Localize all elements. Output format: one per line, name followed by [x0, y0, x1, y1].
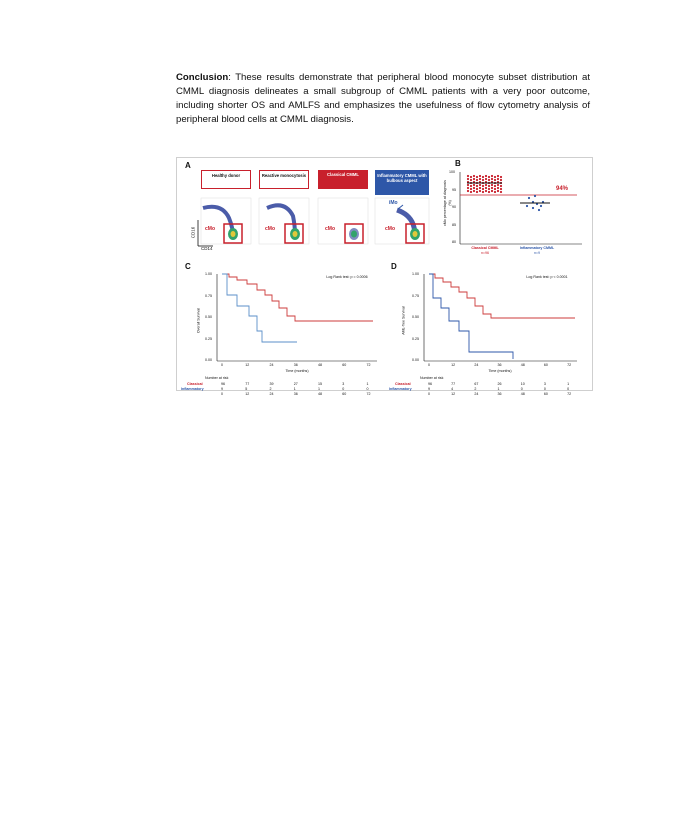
- risk-value-classical: 3: [543, 382, 546, 386]
- figure: [176, 157, 593, 396]
- risk-value-classical: 67: [474, 382, 479, 386]
- group-inflammatory-cmml: Inflammatory CMML with bulbous aspect: [375, 170, 429, 195]
- panel-c-ylabel: Overall Survival: [196, 307, 201, 334]
- risk-axis-label: 12: [245, 392, 250, 396]
- inflammatory-dot: [528, 197, 530, 199]
- classical-dot: [479, 175, 481, 177]
- classical-dot: [485, 187, 487, 189]
- conclusion-text: : These results demonstrate that peripheral blood monocyte subset distribution at CMML diagnosis delineates a small subgroup of CMML patients with a very poor outcome, including shorter OS and AMLFS and emphasizes the usefulness of flow cytometry analysis of peripheral blood cells at CMML diagnosis.: [176, 72, 590, 125]
- risk-value-inflammatory: 0: [342, 387, 345, 391]
- xtick-label: 12: [245, 363, 250, 367]
- classical-dot: [470, 176, 472, 178]
- risk-value-classical: 96: [428, 382, 432, 386]
- classical-dot: [482, 191, 484, 193]
- risk-axis-label: 48: [317, 392, 322, 396]
- xtick-label: 0: [221, 363, 223, 367]
- classical-dot: [482, 188, 484, 190]
- classical-dot: [476, 185, 478, 187]
- panel-c-risk-title: Number at risk: [205, 376, 229, 380]
- risk-value-classical: 3: [342, 382, 345, 386]
- b-ytick: 100: [449, 170, 455, 174]
- classical-dot: [491, 187, 493, 189]
- ytick-label: 0.25: [412, 336, 419, 341]
- ytick-label: 0.25: [205, 336, 212, 341]
- risk-axis-label: 72: [366, 392, 371, 396]
- risk-value-classical: 39: [269, 382, 274, 386]
- b-ytick: 80: [452, 240, 456, 244]
- classical-dot: [467, 184, 469, 186]
- classical-dot: [491, 175, 493, 177]
- flow-plot-inflammatory: [375, 198, 429, 244]
- inflammatory-dot: [532, 207, 534, 209]
- b-group-inflammatory: Inflammatory CMML: [519, 246, 555, 250]
- panel-a-label: A: [185, 161, 191, 170]
- classical-dot: [494, 176, 496, 178]
- classical-dot: [473, 190, 475, 192]
- inflammatory-dot: [540, 205, 542, 207]
- risk-value-inflammatory: 1: [293, 387, 296, 391]
- b-group-classical: Classical CMML: [471, 246, 499, 250]
- xtick-label: 60: [543, 363, 548, 367]
- risk-value-inflammatory: 0: [543, 387, 546, 391]
- panel-c-risk-inflammatory: Inflammatory: [181, 387, 204, 391]
- classical-dot: [485, 190, 487, 192]
- risk-value-inflammatory: 0: [366, 387, 369, 391]
- xtick-label: 60: [342, 363, 347, 367]
- risk-value-inflammatory: 1: [317, 387, 320, 391]
- classical-dot: [470, 191, 472, 193]
- classical-dot: [473, 178, 475, 180]
- risk-value-classical: 96: [221, 382, 225, 386]
- classical-dot: [476, 191, 478, 193]
- classical-dot: [473, 175, 475, 177]
- xtick-label: 24: [474, 363, 479, 367]
- classical-dot: [497, 184, 499, 186]
- risk-value-classical: 1: [366, 382, 369, 386]
- risk-axis-label: 0: [221, 392, 223, 396]
- classical-dot: [494, 191, 496, 193]
- classical-dot: [479, 190, 481, 192]
- risk-value-inflammatory: 2: [474, 387, 477, 391]
- xtick-label: 36: [293, 363, 298, 367]
- flow-plot-reactive: [259, 198, 309, 244]
- panel-d-risk-title: Number at risk: [420, 376, 444, 380]
- classical-dot: [491, 178, 493, 180]
- classical-dot: [500, 176, 502, 178]
- inflammatory-dot: [526, 205, 528, 207]
- classical-dot: [476, 176, 478, 178]
- cmo-label-2: cMo: [265, 226, 275, 232]
- b-ytick: 95: [452, 188, 456, 192]
- classical-dot: [482, 185, 484, 187]
- classical-dot: [482, 179, 484, 181]
- panel-d-label: D: [391, 262, 397, 271]
- km-curve-classical-amlfs: [429, 274, 575, 318]
- risk-value-inflammatory: 9: [221, 387, 223, 391]
- classical-dot: [494, 179, 496, 181]
- classical-dot: [470, 179, 472, 181]
- ytick-label: 0.75: [412, 293, 419, 298]
- b-ytick: 85: [452, 223, 456, 227]
- risk-axis-label: 36: [497, 392, 502, 396]
- classical-dot: [494, 188, 496, 190]
- risk-value-classical: 77: [245, 382, 250, 386]
- classical-dot: [482, 176, 484, 178]
- classical-dot: [467, 190, 469, 192]
- classical-dot: [500, 185, 502, 187]
- classical-dot: [500, 191, 502, 193]
- classical-dot: [488, 185, 490, 187]
- risk-axis-label: 60: [543, 392, 548, 396]
- panel-c-risk-classical: Classical: [187, 382, 203, 386]
- xtick-label: 0: [428, 363, 430, 367]
- classical-dot: [488, 176, 490, 178]
- risk-axis-label: 0: [428, 392, 430, 396]
- threshold-label: 94%: [556, 186, 569, 192]
- classical-dot: [467, 178, 469, 180]
- classical-dot: [476, 179, 478, 181]
- risk-value-classical: 77: [451, 382, 456, 386]
- group-classical-cmml: Classical CMML: [318, 170, 368, 189]
- xtick-label: 72: [567, 363, 572, 367]
- xtick-label: 24: [269, 363, 274, 367]
- risk-value-classical: 10: [520, 382, 525, 386]
- panel-c-logrank: Log Rank test: p = 0.0006: [326, 275, 368, 279]
- ytick-label: 0.50: [205, 315, 212, 319]
- classical-dots: [467, 175, 502, 193]
- classical-dot: [491, 184, 493, 186]
- risk-axis-label: 72: [567, 392, 572, 396]
- risk-value-inflammatory: 1: [497, 387, 500, 391]
- panel-d-logrank: Log Rank test: p < 0.0001: [526, 275, 568, 279]
- km-curve-inflammatory-amlfs: [429, 274, 513, 359]
- conclusion-paragraph: [176, 71, 590, 127]
- panel-d-plot: [424, 274, 577, 361]
- classical-dot: [497, 187, 499, 189]
- risk-axis-label: 12: [451, 392, 456, 396]
- classical-dot: [497, 178, 499, 180]
- risk-axis-label: 24: [269, 392, 274, 396]
- risk-value-classical: 15: [317, 382, 322, 386]
- ytick-label: 0.00: [205, 358, 212, 362]
- xtick-label: 12: [451, 363, 456, 367]
- classical-dot: [494, 185, 496, 187]
- ytick-label: 0.50: [412, 315, 419, 319]
- panel-c-label: C: [185, 262, 191, 271]
- risk-axis-label: 60: [342, 392, 347, 396]
- km-curve-classical-os: [222, 274, 373, 321]
- classical-dot: [500, 179, 502, 181]
- ytick-label: 1.00: [412, 272, 419, 276]
- inflammatory-dot: [534, 195, 536, 197]
- panel-b-plot: [460, 172, 582, 244]
- classical-dot: [467, 175, 469, 177]
- risk-value-inflammatory: 2: [269, 387, 272, 391]
- classical-dot: [497, 175, 499, 177]
- classical-dot: [473, 184, 475, 186]
- classical-dot: [479, 184, 481, 186]
- classical-dot: [485, 175, 487, 177]
- risk-value-classical: 26: [497, 382, 502, 386]
- cmo-label-4: cMo: [385, 226, 395, 232]
- panel-d-risk-classical: Classical: [395, 382, 411, 386]
- cd14-label: CD14: [201, 246, 213, 251]
- b-group-classical-n: n=96: [480, 251, 490, 255]
- panel-d-ylabel: AML-free Survival: [401, 306, 406, 335]
- b-ytick: 90: [452, 205, 456, 209]
- classical-dot: [467, 187, 469, 189]
- inflammatory-dot: [538, 209, 540, 211]
- panel-b-label: B: [455, 159, 461, 168]
- classical-dot: [476, 188, 478, 190]
- ytick-label: 1.00: [205, 272, 212, 276]
- flow-plot-classical: [318, 198, 368, 244]
- group-healthy-donor: Healthy donor: [201, 170, 251, 189]
- classical-dot: [485, 184, 487, 186]
- conclusion-lead: Conclusion: [176, 72, 229, 83]
- panel-d-risk-inflammatory: Inflammatory: [389, 387, 412, 391]
- classical-dot: [485, 178, 487, 180]
- risk-axis-label: 24: [474, 392, 479, 396]
- cd16-label: CD16: [190, 226, 196, 239]
- risk-value-inflammatory: 5: [245, 387, 248, 391]
- xtick-label: 48: [317, 363, 322, 367]
- risk-value-inflammatory: 0: [520, 387, 523, 391]
- classical-dot: [479, 187, 481, 189]
- xtick-label: 36: [497, 363, 502, 367]
- ytick-label: 0.00: [412, 358, 419, 362]
- panel-b-ylabel: cMo percentage at diagnosis (%): [443, 180, 452, 226]
- xtick-label: 48: [520, 363, 525, 367]
- cmo-label-3: cMo: [325, 226, 335, 232]
- risk-value-classical: 27: [293, 382, 298, 386]
- risk-axis-label: 36: [293, 392, 298, 396]
- risk-axis-label: 48: [520, 392, 525, 396]
- figure-graphics: [177, 158, 592, 390]
- xtick-label: 72: [366, 363, 371, 367]
- classical-dot: [497, 190, 499, 192]
- cmo-label-1: cMo: [205, 226, 215, 232]
- panel-c-plot: [217, 274, 377, 361]
- classical-dot: [479, 178, 481, 180]
- risk-value-inflammatory: 0: [567, 387, 570, 391]
- ytick-label: 0.75: [205, 293, 212, 298]
- risk-value-classical: 1: [567, 382, 570, 386]
- classical-dot: [488, 188, 490, 190]
- flow-plot-healthy: [201, 198, 251, 244]
- classical-dot: [488, 191, 490, 193]
- risk-value-inflammatory: 4: [451, 387, 454, 391]
- classical-dot: [470, 188, 472, 190]
- panel-d-xlabel: Time (months): [488, 369, 512, 373]
- risk-value-inflammatory: 9: [428, 387, 430, 391]
- classical-dot: [470, 185, 472, 187]
- classical-dot: [500, 188, 502, 190]
- classical-dot: [488, 179, 490, 181]
- imo-label: iMo: [389, 200, 398, 206]
- panel-c-xlabel: Time (months): [285, 369, 309, 373]
- classical-dot: [491, 190, 493, 192]
- classical-dot: [473, 187, 475, 189]
- group-reactive-monocytosis: Reactive monocytosis: [259, 170, 309, 189]
- b-group-inflammatory-n: n=9: [533, 251, 541, 255]
